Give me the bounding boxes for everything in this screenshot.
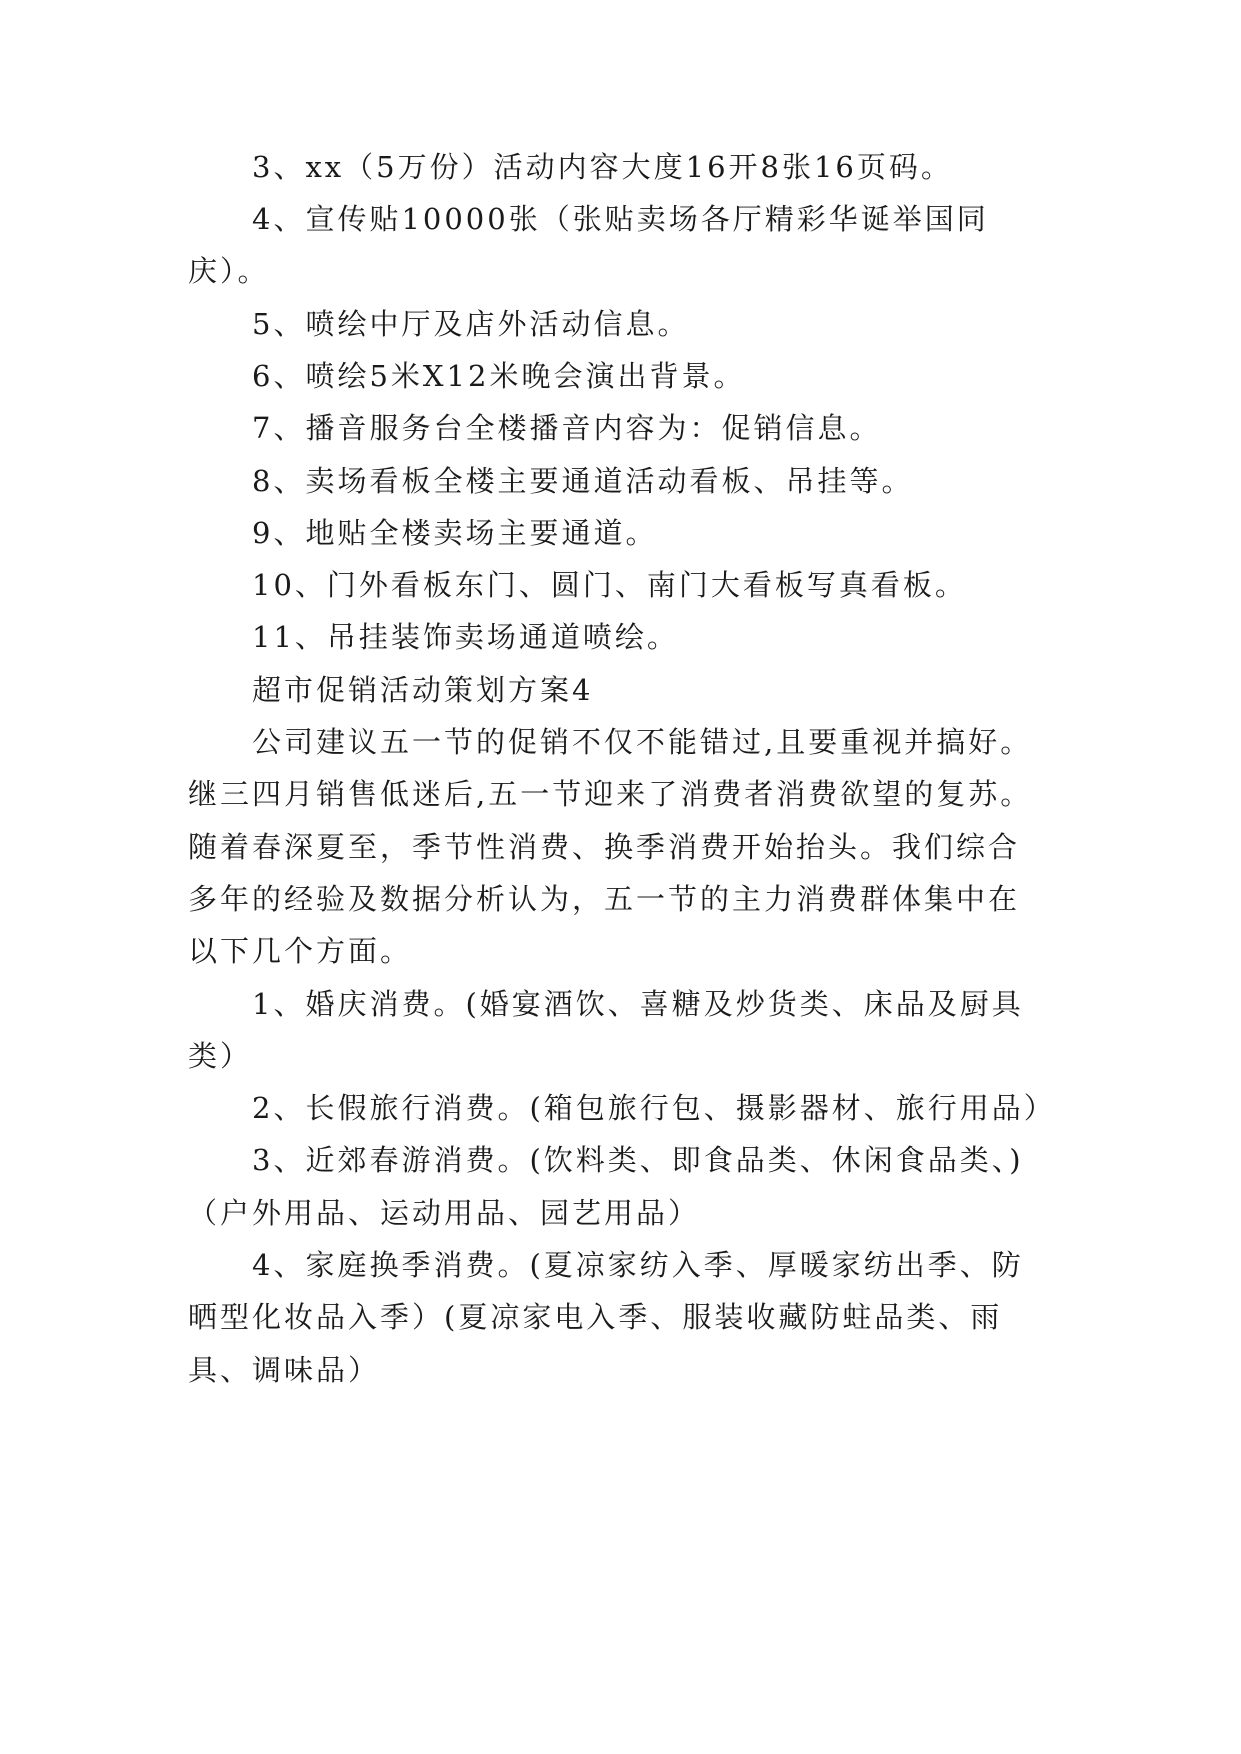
text-line: 具、调味品） [188,1353,381,1387]
text-line: 9、地贴全楼卖场主要通道。 [252,516,658,550]
text-line: 随着春深夏至，季节性消费、换季消费开始抬头。我们综合 [188,830,1021,864]
text-line: 庆）。 [188,254,270,288]
text-line: 3、xx（5万份）活动内容大度16开8张16页码。 [252,150,953,184]
text-line: 多年的经验及数据分析认为，五一节的主力消费群体集中在 [188,882,1021,916]
text-line: 以下几个方面。 [188,934,413,968]
text-line: 7、播音服务台全楼播音内容为：促销信息。 [252,411,882,445]
text-line: （户外用品、运动用品、园艺用品） [188,1196,701,1230]
text-line: 6、喷绘5米X12米晚会演出背景。 [252,359,746,393]
text-line: 4、家庭换季消费。(夏凉家纺入季、厚暖家纺出季、防 [252,1248,1024,1282]
text-line: 继三四月销售低迷后,五一节迎来了消费者消费欲望的复苏。 [188,777,1033,811]
text-line: 10、门外看板东门、圆门、南门大看板写真看板。 [252,568,967,602]
text-line: 5、喷绘中厅及店外活动信息。 [252,307,690,341]
text-line: 2、长假旅行消费。(箱包旅行包、摄影器材、旅行用品） [252,1091,1056,1125]
section-heading: 超市促销活动策划方案4 [252,673,594,707]
text-line: 11、吊挂装饰卖场通道喷绘。 [252,620,679,654]
text-line: 晒型化妆品入季）(夏凉家电入季、服装收藏防蛀品类、雨 [188,1300,1003,1334]
text-line: 4、宣传贴10000张（张贴卖场各厅精彩华诞举国同 [252,202,989,236]
text-line: 8、卖场看板全楼主要通道活动看板、吊挂等。 [252,464,914,498]
text-line: 1、婚庆消费。(婚宴酒饮、喜糖及炒货类、床品及厨具 [252,987,1024,1021]
text-line: 3、近郊春游消费。(饮料类、即食品类、休闲食品类、) [252,1143,1024,1177]
text-line: 类） [188,1039,253,1073]
text-line: 公司建议五一节的促销不仅不能错过,且要重视并搞好。 [252,725,1033,759]
